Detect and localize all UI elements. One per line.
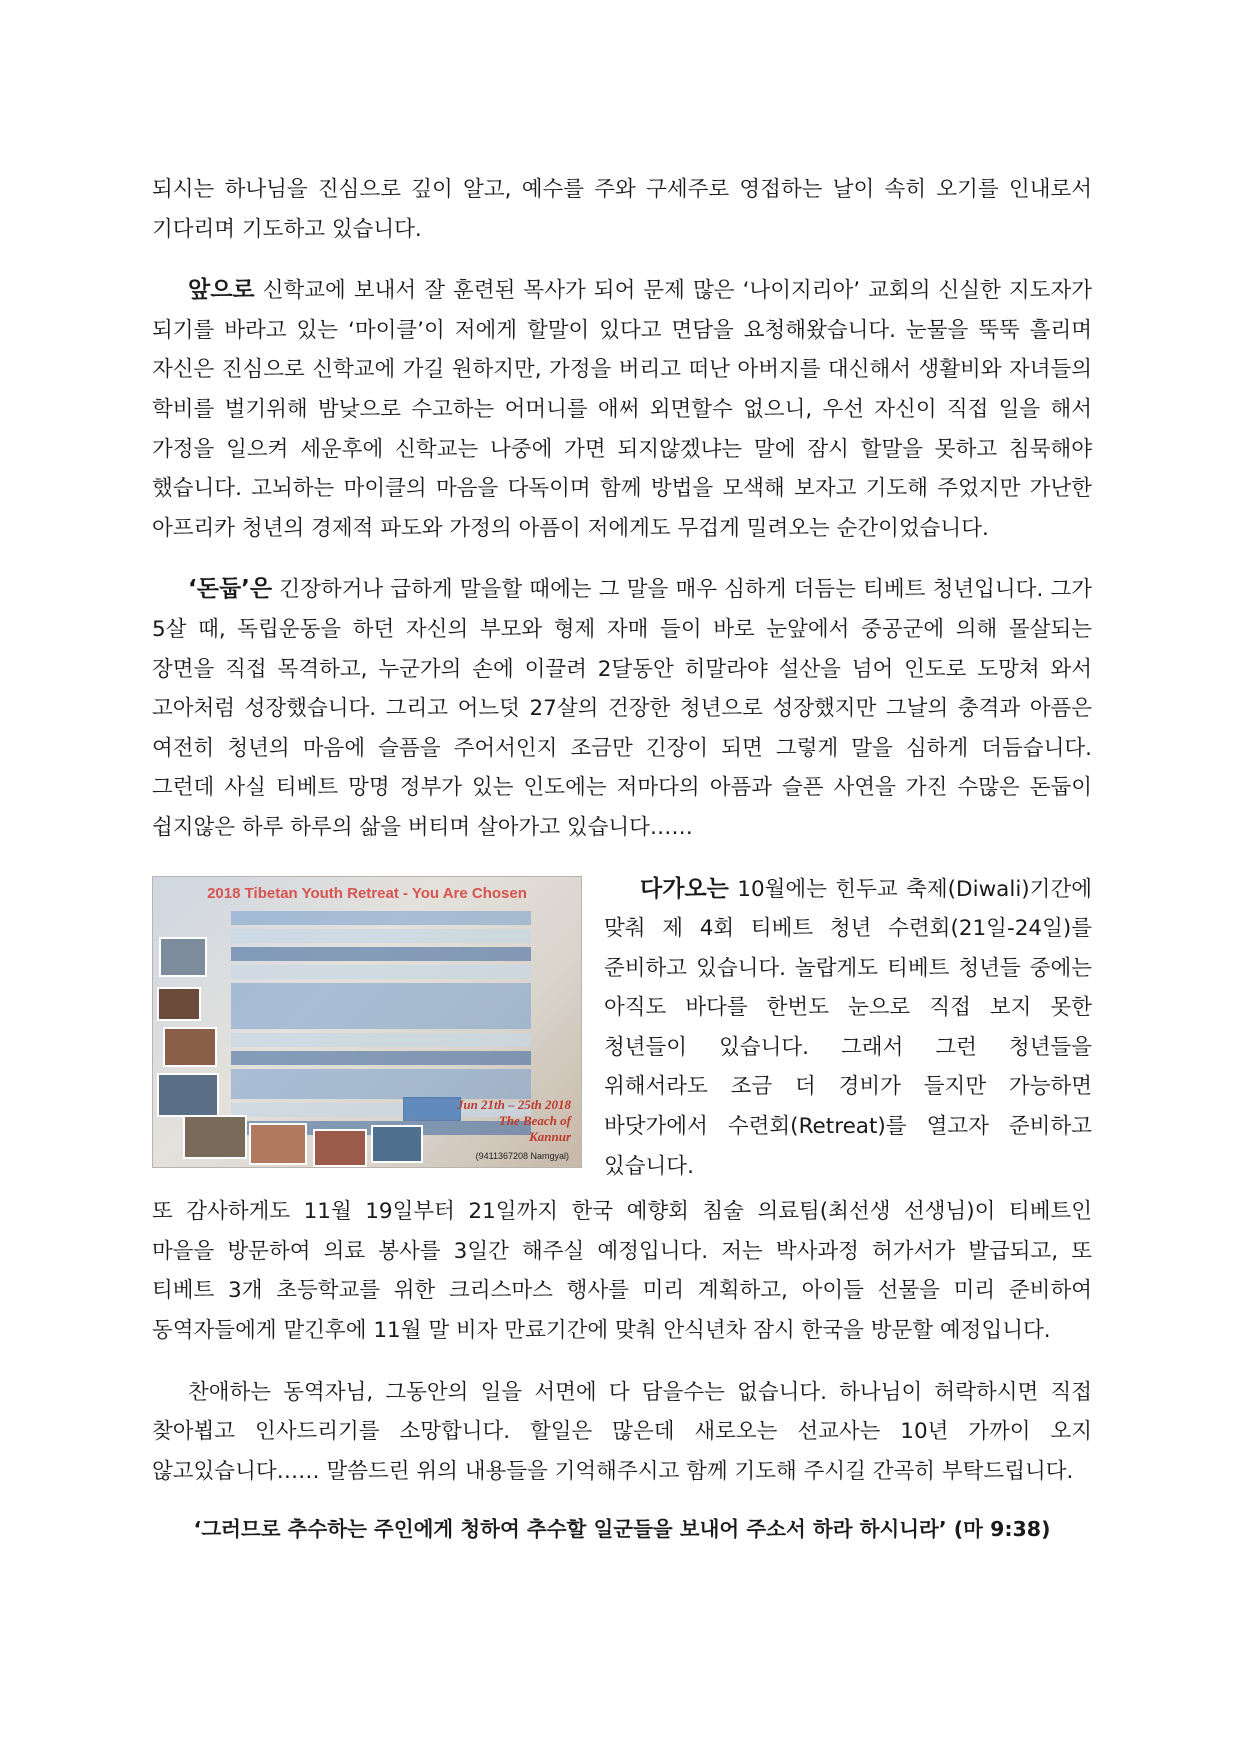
retreat-poster-photo [152, 876, 582, 1168]
poster-row [231, 929, 531, 943]
collage-photo [249, 1123, 307, 1165]
paragraph-4-lead: 다가오는 [640, 875, 729, 902]
collage-photo [371, 1125, 423, 1163]
poster-campfire-cell [403, 1097, 461, 1121]
poster-row [231, 1051, 531, 1065]
collage-photo [313, 1129, 367, 1167]
poster-row [231, 965, 531, 979]
paragraph-2-lead: 앞으로 [188, 277, 255, 304]
collage-photo [183, 1115, 247, 1159]
poster-date-line-3: Kannur [529, 1128, 571, 1144]
collage-photo [159, 937, 207, 977]
document-page [152, 170, 1092, 1566]
paragraph-5-text: 또 감사하게도 11월 19일부터 21일까지 한국 예향회 침술 의료팀(최선생 선생님)이 티베트인 마을을 방문하여 의료 봉사를 3일간 해주실 예정입니다. 저는 박사과정 허가서가 발급되고, 또 티베트 3개 초등학교를 위한 크리스마스 행사를 미리 계획하고, 아이들 선물을 미리 준비하여 동역자들에게 맡긴후에 11월 말 비자 만료기간에 맞춰 안식년차 잠시 한국을 방문할 예정입니다. [152, 1199, 1092, 1344]
collage-photo [157, 987, 201, 1021]
paragraph-6 [152, 1373, 1092, 1492]
poster-date-line-1: Jun 21th – 25th 2018 [456, 1096, 571, 1112]
paragraph-4-text: 10월에는 힌두교 축제(Diwali)기간에 맞춰 제 4회 티베트 청년 수련회(21일-24일)를 준비하고 있습니다. 놀랍게도 티베트 청년들 중에는 아직도 바다를 한번도 눈으로 직접 보지 못한 청년들이 있습니다. 그래서 그런 청년들을 위해서라도 조금 더 경비가 들지만 가능하면 바닷가에서 수련회(Retreat)를 열고자 준비하고 있습니다. [604, 876, 1092, 1179]
poster-row [231, 983, 531, 1029]
paragraph-3-lead: ‘돈둡’은 [188, 576, 273, 603]
paragraph-3-text: 긴장하거나 급하게 말을할 때에는 그 말을 매우 심하게 더듬는 티베트 청년입니다. 그가 5살 때, 독립운동을 하던 자신의 부모와 형제 자매 들이 바로 눈앞에서 중공군에 의해 몰살되는 장면을 직접 목격하고, 누군가의 손에 이끌려 2달동안 히말라야 설산을 넘어 인도로 도망쳐 와서 고아처럼 성장했습니다. 그리고 어느덧 27살의 건장한 청년으로 성장했지만 그날의 충격과 아픔은 여전히 청년의 마음에 슬픔을 주어서인지 조금만 긴장이 되면 그렇게 말을 심하게 더듬습니다. 그런데 사실 티베트 망명 정부가 있는 인도에는 저마다의 아픔과 슬픈 사연을 가진 수많은 돈둡이 쉽지않은 하루 하루의 삶을 버티며 살아가고 있습니다…… [152, 577, 1092, 840]
poster-row [231, 1033, 531, 1047]
poster-row [231, 911, 531, 925]
paragraph-3 [152, 570, 1092, 847]
poster-schedule-table [231, 911, 531, 1111]
poster-row [231, 947, 531, 961]
poster-date [457, 1097, 571, 1145]
paragraph-5 [152, 1192, 1092, 1350]
poster-row [231, 1069, 531, 1099]
collage-photo [163, 1027, 217, 1067]
paragraph-2-text: 신학교에 보내서 잘 훈련된 목사가 되어 문제 많은 ‘나이지리아’ 교회의 신실한 지도자가 되기를 바라고 있는 ‘마이클’이 저에게 할말이 있다고 면담을 요청해왔습니다. 눈물을 뚝뚝 흘리며 자신은 진심으로 신학교에 가길 원하지만, 가정을 버리고 떠난 아버지를 대신해서 생활비와 자녀들의 학비를 벌기위해 밤낮으로 수고하는 어머니를 애써 외면할수 없으니, 우선 자신이 직접 일을 해서 가정을 일으켜 세운후에 신학교는 나중에 가면 되지않겠냐는 말에 잠시 할말을 못하고 침묵해야 했습니다. 고뇌하는 마이클의 마음을 다독이며 함께 방법을 모색해 보자고 기도해 주었지만 가난한 아프리카 청년의 경제적 파도와 가정의 아픔이 저에게도 무겁게 밀려오는 순간이었습니다. [152, 278, 1092, 541]
paragraph-6-text: 찬애하는 동역자님, 그동안의 일을 서면에 다 담을수는 없습니다. 하나님이 허락하시면 직접 찾아뵙고 인사드리기를 소망합니다. 할일은 많은데 새로오는 선교사는 10년 가까이 오지 않고있습니다…… 말씀드린 위의 내용들을 기억해주시고 함께 기도해 주시길 간곡히 부탁드립니다. [152, 1379, 1092, 1484]
paragraph-1 [152, 170, 1092, 249]
collage-photo [157, 1073, 219, 1117]
poster-title: 2018 Tibetan Youth Retreat - You Are Chosen [207, 884, 527, 902]
paragraph-1-text: 되시는 하나님을 진심으로 깊이 알고, 예수를 주와 구세주로 영접하는 날이 속히 오기를 인내로서 기다리며 기도하고 있습니다. [152, 177, 1092, 242]
bible-quote: ‘그러므로 추수하는 주인에게 청하여 추수할 일군들을 보내어 주소서 하라 하시니라’ (마 9:38) [193, 1517, 1051, 1542]
paragraph-2 [152, 271, 1092, 548]
poster-date-line-2: The Beach of [498, 1112, 571, 1128]
poster-phone: (9411367208 Namgyal) [475, 1150, 569, 1161]
